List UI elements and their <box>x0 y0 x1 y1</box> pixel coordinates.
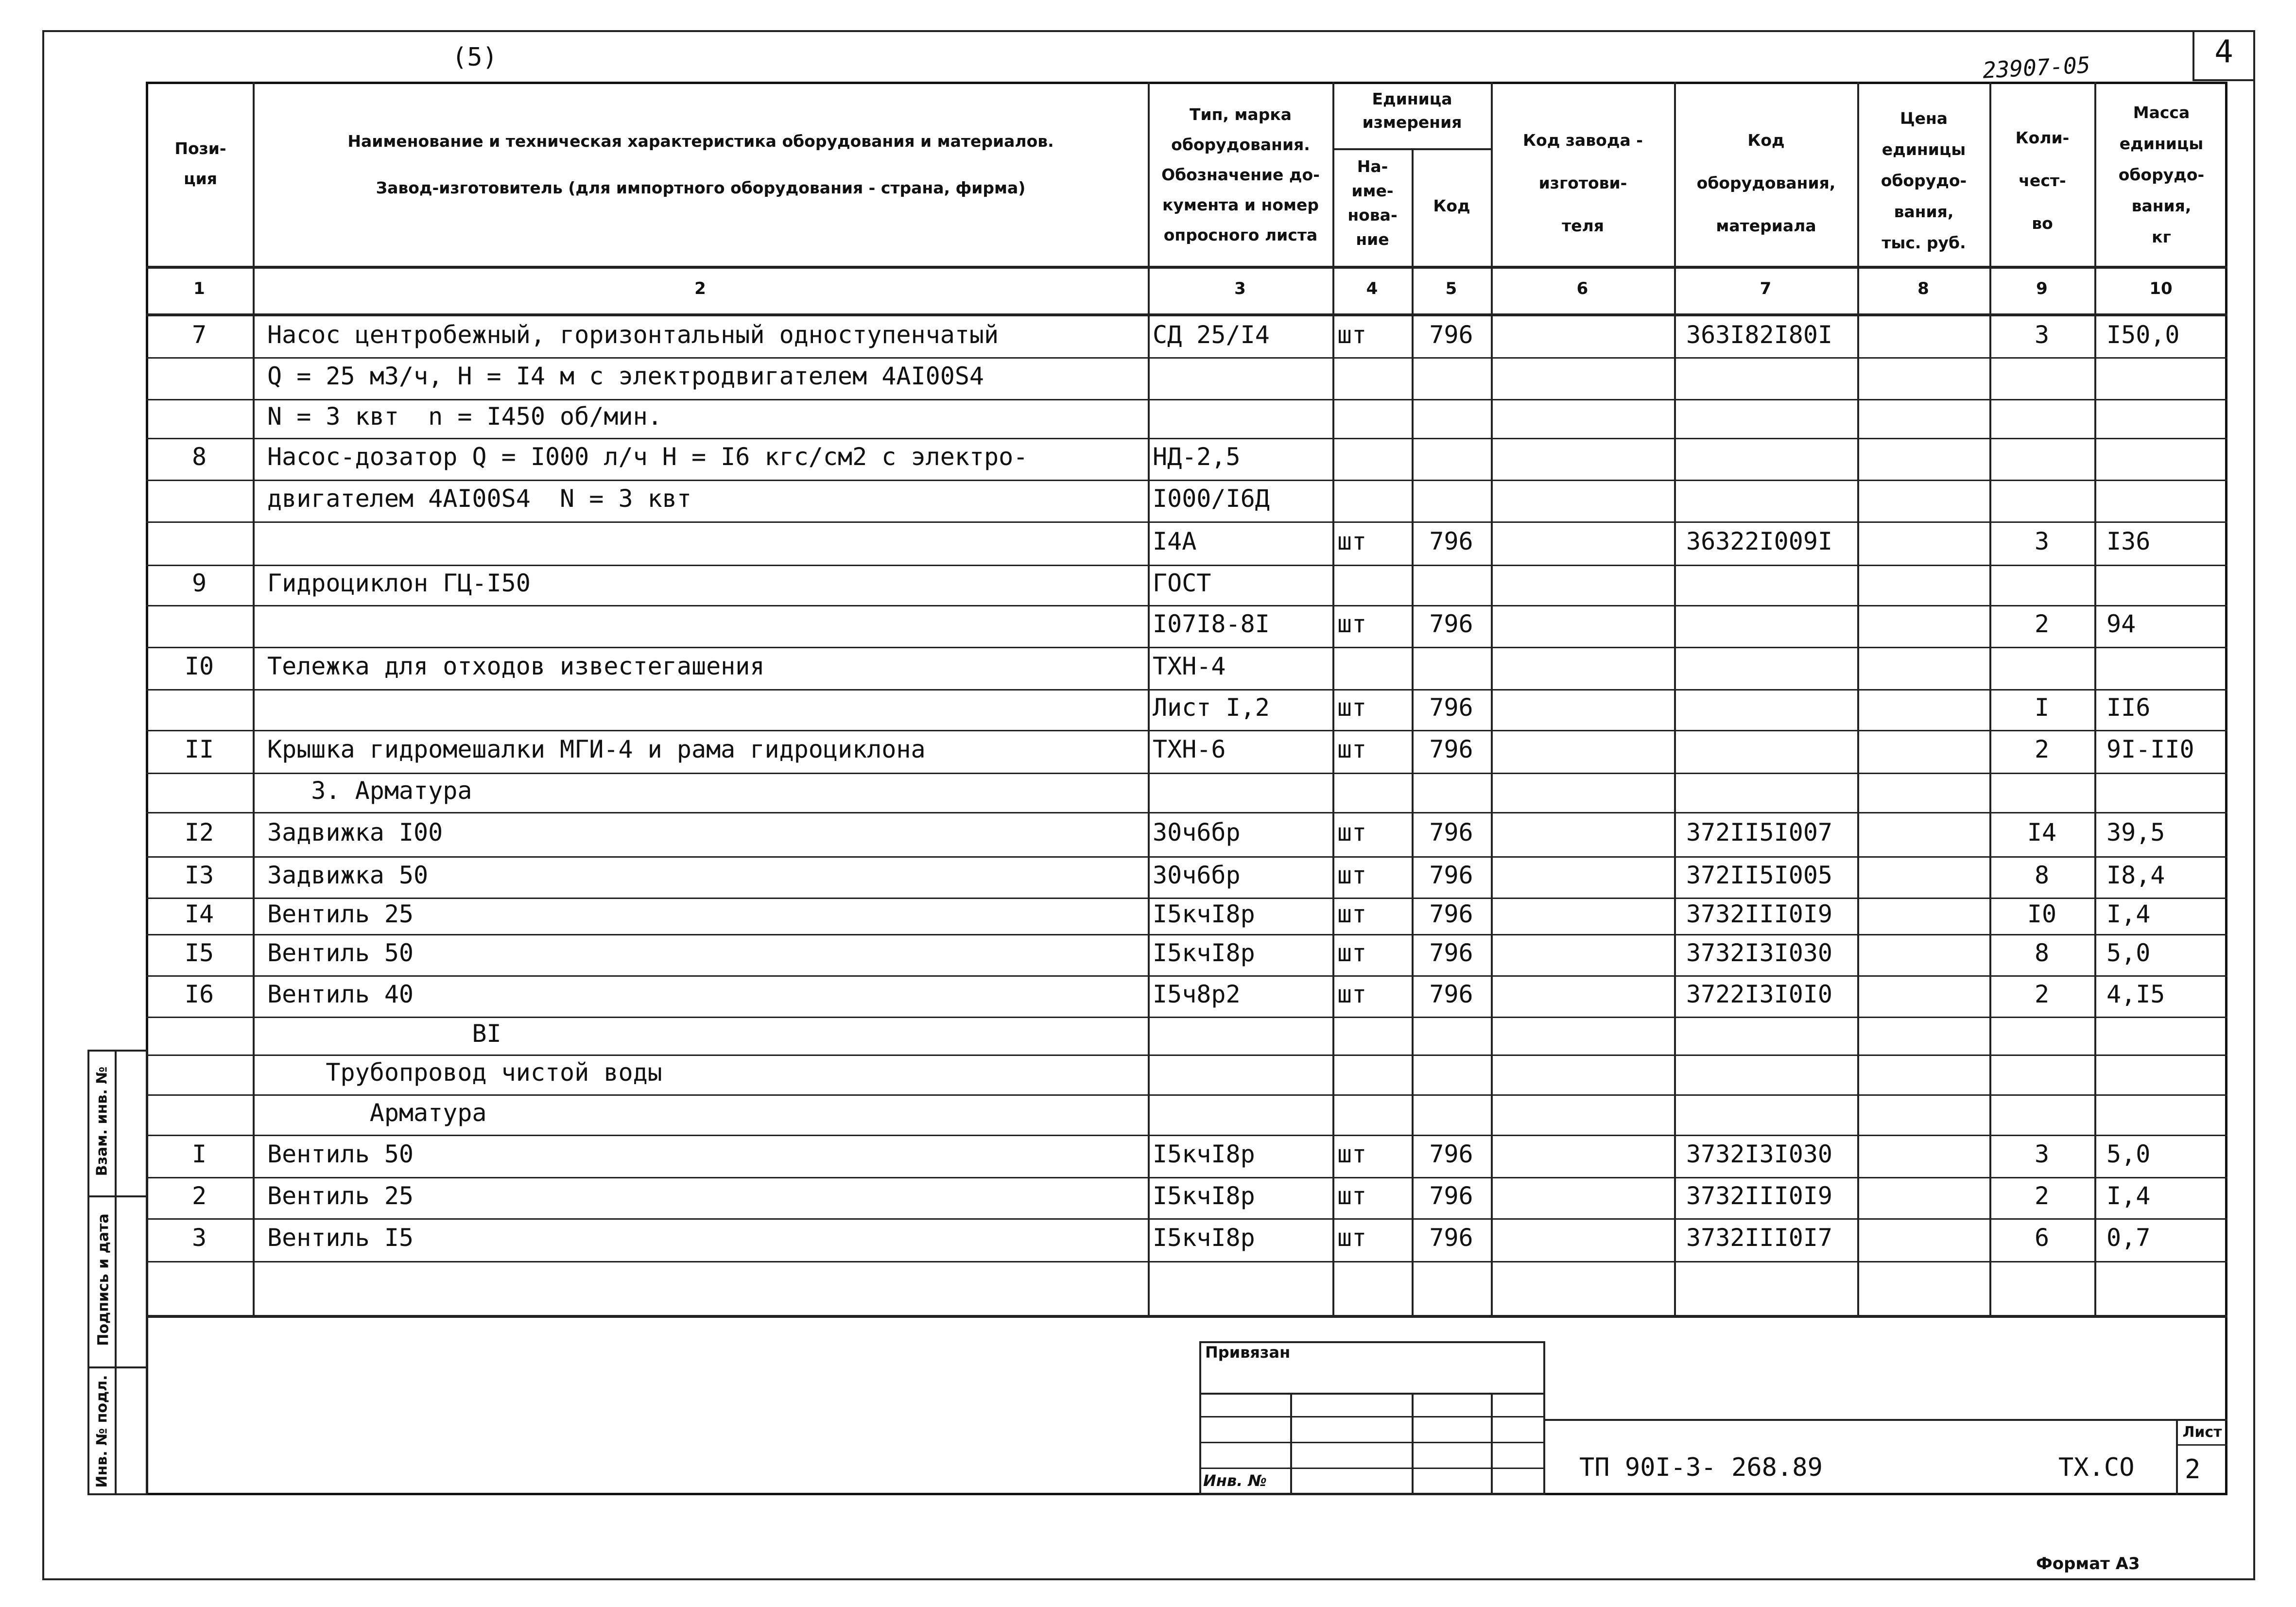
cell-mass: I,4 <box>2106 1181 2151 1210</box>
cell-unit-name: шт <box>1337 818 1367 847</box>
row-divider <box>146 1177 2227 1178</box>
cell-mass: I8,4 <box>2106 861 2165 889</box>
row-divider <box>146 1017 2227 1018</box>
column-number: 8 <box>1917 279 1929 298</box>
cell-name: Вентиль 25 <box>267 1181 414 1210</box>
cell-name: Вентиль 50 <box>267 1140 414 1168</box>
column-number: 7 <box>1760 279 1772 298</box>
cell-mass: 5,0 <box>2106 938 2151 967</box>
format-label: Формат A3 <box>2036 1554 2140 1573</box>
cell-position: 7 <box>191 320 207 349</box>
cell-quantity: 3 <box>2034 1140 2050 1168</box>
column-number: 6 <box>1576 279 1588 298</box>
cell-unit-code: 796 <box>1429 1140 1473 1168</box>
cell-name: 3. Арматура <box>267 776 472 805</box>
cell-unit-name: шт <box>1337 899 1367 928</box>
row-divider <box>146 565 2227 566</box>
cell-type: I07I8-8I <box>1153 610 1270 638</box>
cell-unit-name: шт <box>1337 735 1367 763</box>
cell-mass: I36 <box>2106 527 2151 555</box>
cell-unit-code: 796 <box>1429 1181 1473 1210</box>
table-bottom-line <box>146 1315 2227 1318</box>
cell-position: I5 <box>184 938 214 967</box>
project-code: ТП 90I-3- 268.89 <box>1579 1453 1823 1482</box>
cell-name: Задвижка 50 <box>267 861 429 889</box>
side-stamp-signature-date: Подпись и дата <box>95 1213 112 1346</box>
cell-name: двигателем 4AI00S4 N = 3 квт <box>267 484 691 513</box>
cell-unit-name: шт <box>1337 1140 1367 1168</box>
header-price: Цена единицы оборудо- вания, тыс. руб. <box>1881 109 1967 252</box>
cell-equipment-code: 3732I3I030 <box>1686 938 1833 967</box>
cell-type: I4A <box>1153 527 1197 555</box>
cell-equipment-code: 3732III0I7 <box>1686 1224 1833 1252</box>
cell-unit-name: шт <box>1337 1181 1367 1210</box>
binding-stamp-line-2 <box>1199 1416 1545 1417</box>
cell-name: Вентиль 25 <box>267 899 414 928</box>
header-mass: Масса единицы оборудо- вания, кг <box>2118 103 2205 246</box>
cell-equipment-code: 372II5I005 <box>1686 861 1833 889</box>
unit-group-divider <box>1332 148 1491 150</box>
section-code: TX.CO <box>2058 1453 2135 1482</box>
cell-name: Крышка гидромешалки МГИ-4 и рама гидроциклона <box>267 735 926 763</box>
cell-type: 30ч6бр <box>1153 861 1241 889</box>
header-bottom-line <box>146 266 2227 269</box>
binding-stamp-inventory: Инв. № <box>1203 1471 1267 1490</box>
cell-name: Насос-дозатор Q = I000 л/ч H = I6 кгс/см2 с электро- <box>267 443 1028 471</box>
cell-unit-name: шт <box>1337 527 1367 555</box>
cell-name: Трубопровод чистой воды <box>267 1058 662 1087</box>
header-name-line2: Завод-изготовитель (для импортного оборудования - страна, фирма) <box>376 178 1026 197</box>
sheet-cell-value: 2 <box>2185 1454 2201 1485</box>
document-number: 23907-05 <box>1982 52 2091 84</box>
cell-name: Q = 25 м3/ч, H = I4 м с электродвигателем 4AI00S4 <box>267 362 984 390</box>
cell-unit-code: 796 <box>1429 527 1473 555</box>
cell-position: II <box>184 735 214 763</box>
sheet-cell-line <box>2176 1444 2227 1446</box>
cell-unit-name: шт <box>1337 320 1367 349</box>
side-stamp-replaced-inventory: Взам. инв. № <box>93 1066 111 1176</box>
cell-mass: I50,0 <box>2106 320 2180 349</box>
cell-position: I6 <box>184 980 214 1008</box>
cell-type: I5кчI8р <box>1153 1224 1255 1252</box>
row-divider <box>146 856 2227 858</box>
cell-equipment-code: 363I82I80I <box>1686 320 1833 349</box>
cell-position: 3 <box>191 1224 207 1252</box>
cell-name: Арматура <box>267 1098 487 1127</box>
cell-quantity: 8 <box>2034 861 2050 889</box>
cell-quantity: 2 <box>2034 980 2050 1008</box>
cell-unit-name: шт <box>1337 861 1367 889</box>
cell-unit-code: 796 <box>1429 610 1473 638</box>
cell-type: СД 25/I4 <box>1153 320 1270 349</box>
binding-stamp-label: Привязан <box>1205 1343 1291 1362</box>
cell-equipment-code: 36322I009I <box>1686 527 1833 555</box>
cell-unit-name: шт <box>1337 938 1367 967</box>
row-divider <box>146 1054 2227 1056</box>
cell-unit-code: 796 <box>1429 899 1473 928</box>
cell-mass: II6 <box>2106 693 2151 722</box>
column-number: 3 <box>1234 279 1246 298</box>
page-label: (5) <box>452 43 498 72</box>
cell-type: I5кчI8р <box>1153 938 1255 967</box>
cell-quantity: 2 <box>2034 735 2050 763</box>
row-divider <box>146 438 2227 439</box>
cell-quantity: 6 <box>2034 1224 2050 1252</box>
row-divider <box>146 934 2227 935</box>
binding-stamp-col-1 <box>1290 1393 1292 1495</box>
cell-type: ГОСТ <box>1153 569 1211 597</box>
cell-name: Тележка для отходов известегашения <box>267 652 765 680</box>
header-quantity: Коли- чест- во <box>2015 128 2070 233</box>
cell-mass: I,4 <box>2106 899 2151 928</box>
row-divider <box>146 1261 2227 1262</box>
header-unit-name: На- име- нова- ние <box>1347 157 1398 249</box>
cell-name: BI <box>267 1019 501 1048</box>
row-divider <box>146 605 2227 606</box>
cell-quantity: 8 <box>2034 938 2050 967</box>
cell-position: I <box>191 1140 207 1168</box>
cell-position: 2 <box>191 1181 207 1210</box>
cell-position: I2 <box>184 818 214 847</box>
cell-quantity: I <box>2034 693 2050 722</box>
header-equipment-code: Код оборудования, материала <box>1696 131 1836 235</box>
cell-unit-code: 796 <box>1429 735 1473 763</box>
cell-unit-code: 796 <box>1429 818 1473 847</box>
cell-equipment-code: 3732I3I030 <box>1686 1140 1833 1168</box>
cell-name: Вентиль 50 <box>267 938 414 967</box>
header-factory-code: Код завода - изготови- теля <box>1523 131 1643 235</box>
column-number: 10 <box>2149 279 2173 298</box>
cell-type: I5ч8р2 <box>1153 980 1241 1008</box>
row-divider <box>146 773 2227 774</box>
cell-mass: 39,5 <box>2106 818 2165 847</box>
row-divider <box>146 1094 2227 1096</box>
cell-type: I5кчI8р <box>1153 1181 1255 1210</box>
cell-type: I5кчI8р <box>1153 1140 1255 1168</box>
column-number: 2 <box>694 279 706 298</box>
column-number: 5 <box>1445 279 1457 298</box>
row-divider <box>146 812 2227 813</box>
row-divider <box>146 1218 2227 1220</box>
cell-unit-code: 796 <box>1429 320 1473 349</box>
cell-type: ТХН-4 <box>1153 652 1226 680</box>
column-number: 1 <box>193 279 205 298</box>
side-stamp-original-inventory: Инв. № подл. <box>93 1375 111 1488</box>
cell-unit-name: шт <box>1337 1224 1367 1252</box>
column-number: 9 <box>2036 279 2048 298</box>
cell-mass: 9I-II0 <box>2106 735 2194 763</box>
sheet-cell-label: Лист <box>2182 1424 2222 1441</box>
cell-quantity: 2 <box>2034 610 2050 638</box>
side-stamp-divider <box>115 1050 117 1495</box>
cell-name: Насос центробежный, горизонтальный одноступенчатый <box>267 320 999 349</box>
cell-position: I3 <box>184 861 214 889</box>
header-name-line1: Наименование и техническая характеристика оборудования и материалов. <box>347 132 1054 151</box>
cell-name: Вентиль I5 <box>267 1224 414 1252</box>
cell-name: N = 3 квт n = I450 об/мин. <box>267 402 662 431</box>
cell-type: I000/I6Д <box>1153 484 1270 513</box>
cell-quantity: I0 <box>2027 899 2057 928</box>
row-divider <box>146 1135 2227 1136</box>
cell-position: 8 <box>191 443 207 471</box>
cell-type: 30ч6бр <box>1153 818 1241 847</box>
cell-name: Гидроциклон ГЦ-I50 <box>267 569 531 597</box>
cell-unit-code: 796 <box>1429 938 1473 967</box>
row-divider <box>146 521 2227 523</box>
cell-equipment-code: 3732III0I9 <box>1686 1181 1833 1210</box>
cell-unit-code: 796 <box>1429 693 1473 722</box>
column-number: 4 <box>1366 279 1378 298</box>
column-numbers-bottom-line <box>146 313 2227 316</box>
cell-position: 9 <box>191 569 207 597</box>
sheet-number: 4 <box>2214 34 2233 70</box>
header-position: Пози- ция <box>174 139 226 188</box>
cell-mass: 4,I5 <box>2106 980 2165 1008</box>
binding-stamp-line-1 <box>1199 1393 1545 1395</box>
cell-quantity: I4 <box>2027 818 2057 847</box>
binding-stamp-col-3 <box>1491 1393 1493 1495</box>
row-divider <box>146 975 2227 977</box>
cell-name: Вентиль 40 <box>267 980 414 1008</box>
cell-type: I5кчI8р <box>1153 899 1255 928</box>
cell-position: I0 <box>184 652 214 680</box>
cell-mass: 0,7 <box>2106 1224 2151 1252</box>
row-divider <box>146 399 2227 400</box>
cell-unit-name: шт <box>1337 610 1367 638</box>
cell-quantity: 3 <box>2034 320 2050 349</box>
header-unit-code: Код <box>1433 196 1470 215</box>
cell-unit-code: 796 <box>1429 980 1473 1008</box>
row-divider <box>146 730 2227 731</box>
cell-type: НД-2,5 <box>1153 443 1241 471</box>
cell-position: I4 <box>184 899 214 928</box>
title-block-top-line <box>1545 1419 2227 1421</box>
cell-quantity: 3 <box>2034 527 2050 555</box>
row-divider <box>146 647 2227 648</box>
cell-type: Лист I,2 <box>1153 693 1270 722</box>
cell-unit-name: шт <box>1337 693 1367 722</box>
cell-unit-name: шт <box>1337 980 1367 1008</box>
cell-quantity: 2 <box>2034 1181 2050 1210</box>
row-divider <box>146 689 2227 691</box>
cell-name: Задвижка I00 <box>267 818 443 847</box>
header-type: Тип, марка оборудования. Обозначение до- кумента и номер опросного листа <box>1161 105 1320 244</box>
row-divider <box>146 357 2227 359</box>
cell-equipment-code: 3732III0I9 <box>1686 899 1833 928</box>
cell-unit-code: 796 <box>1429 1224 1473 1252</box>
binding-stamp-line-4 <box>1199 1468 1545 1469</box>
cell-unit-code: 796 <box>1429 861 1473 889</box>
cell-mass: 94 <box>2106 610 2136 638</box>
binding-stamp-col-2 <box>1412 1393 1414 1495</box>
cell-mass: 5,0 <box>2106 1140 2151 1168</box>
row-divider <box>146 480 2227 481</box>
binding-stamp-line-3 <box>1199 1442 1545 1443</box>
cell-equipment-code: 372II5I007 <box>1686 818 1833 847</box>
cell-equipment-code: 3722I3I0I0 <box>1686 980 1833 1008</box>
header-unit-group: Единица измерения <box>1362 89 1462 132</box>
cell-type: ТХН-6 <box>1153 735 1226 763</box>
